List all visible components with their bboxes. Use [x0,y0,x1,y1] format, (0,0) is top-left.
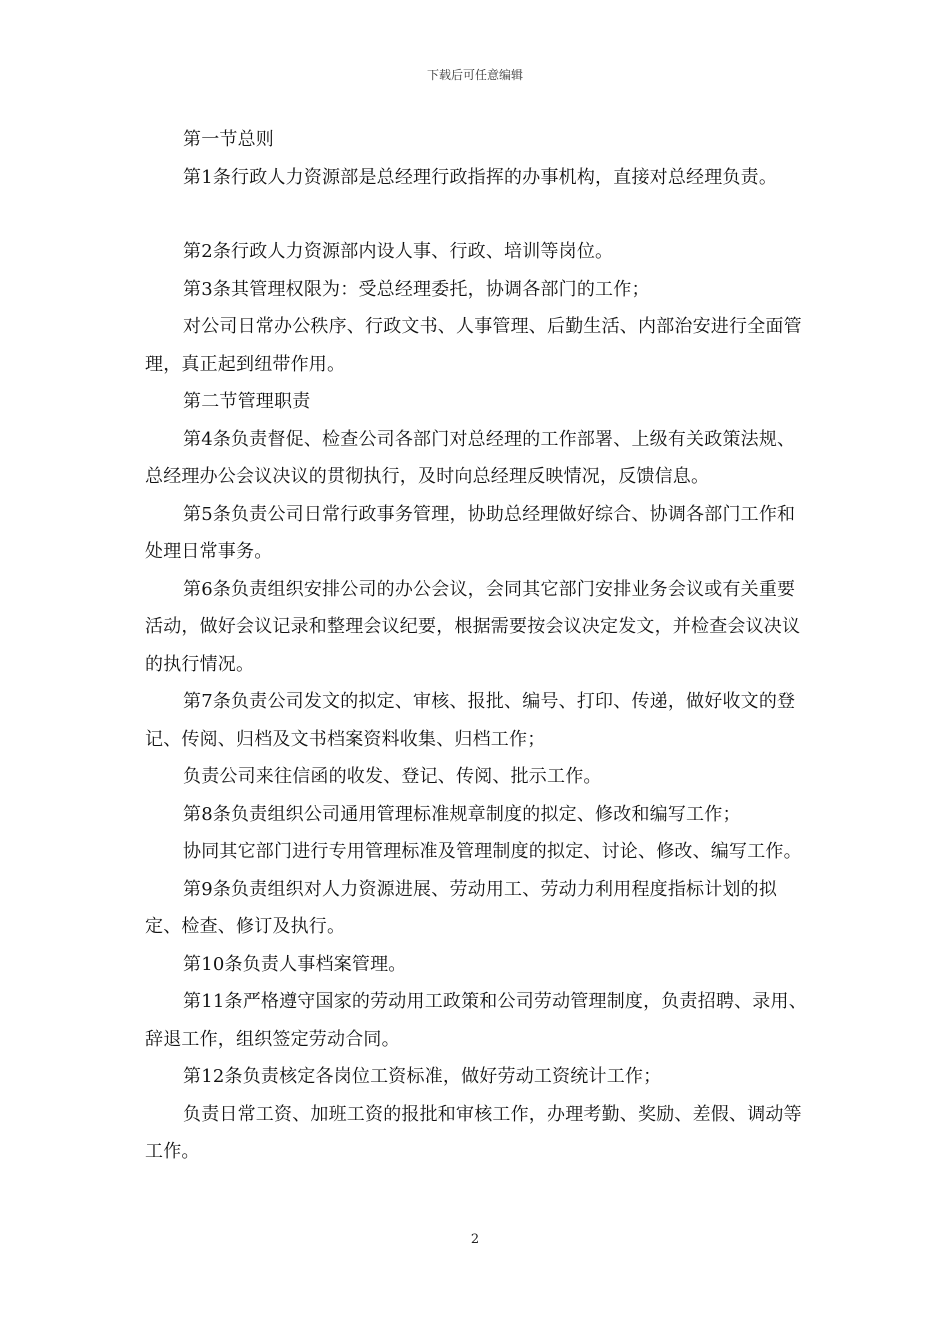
article-12-continued: 负责日常工资、加班工资的报批和审核工作，办理考勤、奖励、差假、调动等工作。 [145,1103,802,1162]
article-4: 第4条负责督促、检查公司各部门对总经理的工作部署、上级有关政策法规、总经理办公会议决议的贯彻执行，及时向总经理反映情况，反馈信息。 [145,428,796,487]
article-12: 第12条负责核定各岗位工资标准，做好劳动工资统计工作； [183,1066,662,1087]
article-2: 第2条行政人力资源部内设人事、行政、培训等岗位。 [183,241,614,262]
article-3: 第3条其管理权限为：受总经理委托，协调各部门的工作； [183,278,650,300]
article-7: 第7条负责公司发文的拟定、审核、报批、编号、打印、传递，做好收文的登记、传阅、归档及文书档案资料收集、归档工作； [145,691,796,750]
article-7-continued: 负责公司来往信函的收发、登记、传阅、批示工作。 [183,766,602,787]
blank-line [145,196,813,233]
article-3-continued: 对公司日常办公秩序、行政文书、人事管理、后勤生活、内部治安进行全面管理，真正起到纽带作用。 [145,316,802,375]
article-10: 第10条负责人事档案管理。 [183,953,407,975]
article-9: 第9条负责组织对人力资源进展、劳动用工、劳动力利用程度指标计划的拟定、检查、修订及执行。 [145,878,778,937]
page-number: 2 [470,1232,480,1247]
article-6: 第6条负责组织安排公司的办公会议，会同其它部门安排业务会议或有关重要活动，做好会议记录和整理会议纪要，根据需要按会议决定发文，并检查会议决议的执行情况。 [145,578,801,675]
section-heading-duties: 第二节管理职责 [183,391,311,412]
section-heading-general: 第一节总则 [183,129,274,150]
article-1: 第1条行政人力资源部是总经理行政指挥的办事机构，直接对总经理负责。 [183,166,778,188]
article-8: 第8条负责组织公司通用管理标准规章制度的拟定、修改和编写工作； [183,803,741,825]
article-5: 第5条负责公司日常行政事务管理，协助总经理做好综合、协调各部门工作和处理日常事务。 [145,503,796,562]
article-8-continued: 协同其它部门进行专用管理标准及管理制度的拟定、讨论、修改、编写工作。 [183,841,802,862]
page-header: 下载后可任意编辑 [426,68,523,82]
document-body [145,121,813,1171]
article-11: 第11条严格遵守国家的劳动用工政策和公司劳动管理制度，负责招聘、录用、辞退工作，组织签定劳动合同。 [145,991,807,1050]
